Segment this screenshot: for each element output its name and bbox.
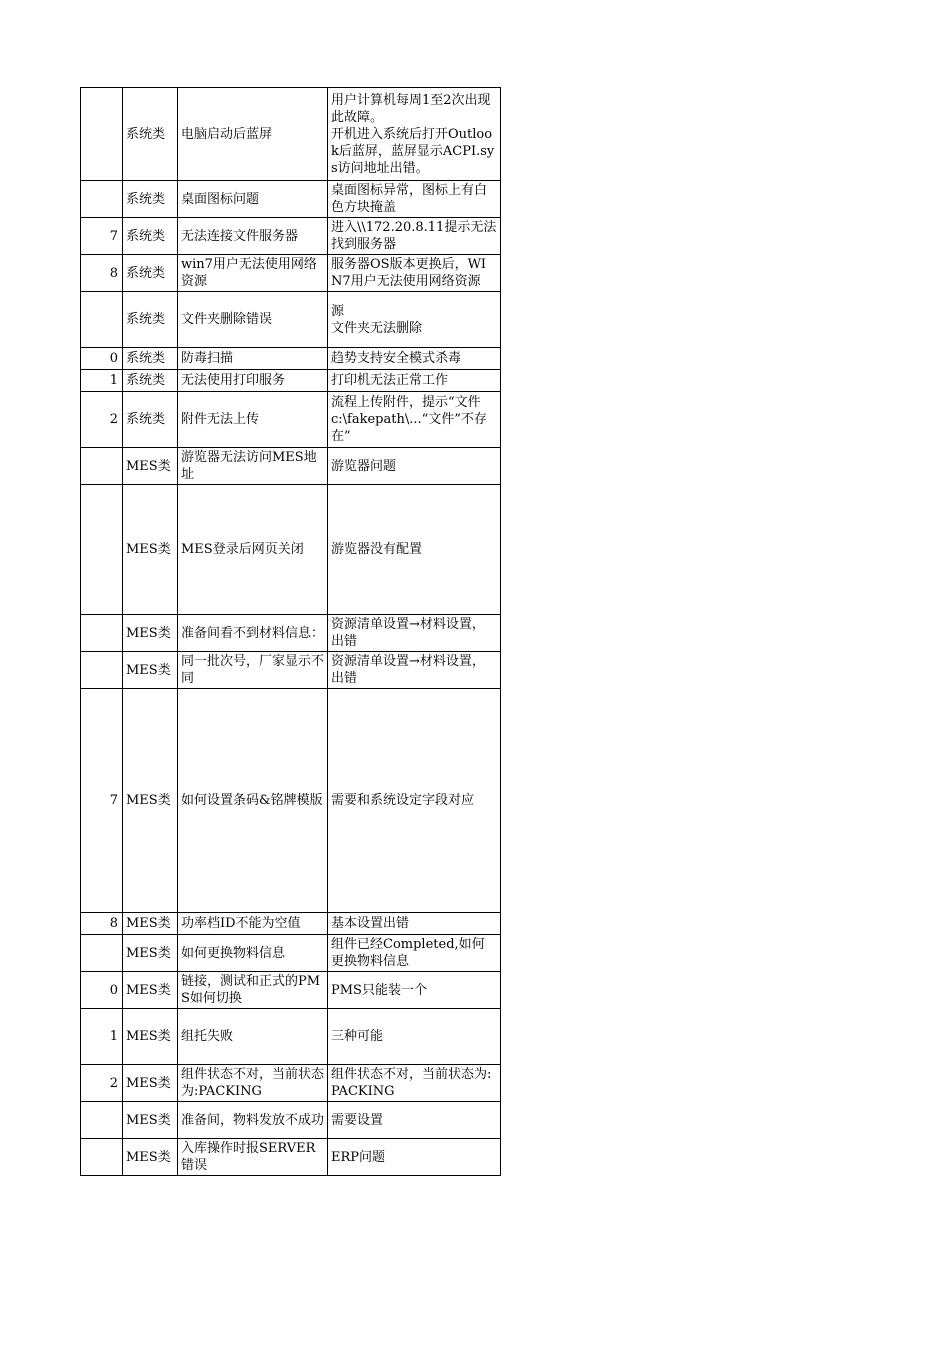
issue-description-cell[interactable]	[328, 255, 501, 292]
row-number-cell[interactable]	[81, 181, 123, 218]
row-number-cell-text: 2	[109, 1075, 118, 1091]
issue-description-cell[interactable]	[328, 652, 501, 689]
issue-title-cell[interactable]	[178, 348, 328, 370]
table-row	[81, 615, 501, 652]
category-cell-text: MES类	[126, 916, 171, 931]
issue-description-cell-text: 基本设置出错	[331, 916, 410, 931]
table-row	[81, 652, 501, 689]
table-row	[81, 689, 501, 913]
category-cell-text: MES类	[126, 945, 171, 961]
issue-title-cell[interactable]	[178, 652, 328, 689]
category-cell[interactable]	[123, 485, 178, 615]
category-cell-text: 系统类	[126, 228, 166, 244]
issue-title-cell[interactable]	[178, 689, 328, 913]
row-number-cell[interactable]	[81, 1139, 123, 1176]
category-cell-text: MES类	[126, 1112, 171, 1128]
category-cell-text: MES类	[126, 458, 171, 474]
category-cell[interactable]	[123, 392, 178, 448]
table-row	[81, 348, 501, 370]
issue-title-cell-text: 准备间，物料发放不成功	[181, 1112, 324, 1128]
issue-description-cell-text: 桌面图标异常，图标上有白色方块掩盖	[331, 183, 488, 215]
issue-description-cell-text: 用户计算机每周1至2次出现此故障。 开机进入系统后打开Outlook后蓝屏，蓝屏显示ACPI.sys访问地址出错。	[331, 92, 495, 176]
row-number-cell[interactable]	[81, 392, 123, 448]
table-row	[81, 485, 501, 615]
issue-description-cell-text: 源 文件夹无法删除	[331, 303, 423, 336]
table-row	[81, 255, 501, 292]
issue-description-cell[interactable]	[328, 972, 501, 1009]
issue-description-cell[interactable]	[328, 218, 501, 255]
row-number-cell[interactable]	[81, 652, 123, 689]
issue-title-cell-text: 文件夹删除错误	[181, 312, 273, 327]
category-cell[interactable]	[123, 913, 178, 935]
row-number-cell[interactable]	[81, 1102, 123, 1139]
issue-description-cell[interactable]	[328, 448, 501, 485]
category-cell[interactable]	[123, 1065, 178, 1102]
row-number-cell[interactable]	[81, 1065, 123, 1102]
issue-description-cell-text: 流程上传附件，提示“文件c:\fakepath\...“文件”不存在”	[331, 395, 487, 444]
row-number-cell-text: 7	[109, 228, 118, 244]
category-cell[interactable]	[123, 181, 178, 218]
table-row	[81, 448, 501, 485]
category-cell[interactable]	[123, 370, 178, 392]
row-number-cell-text: 1	[109, 373, 118, 388]
issue-description-cell-text: 组件已经Completed,如何更换物料信息	[331, 937, 485, 969]
issue-title-cell[interactable]	[178, 1139, 328, 1176]
issue-title-cell-text: 链接，测试和正式的PMS如何切换	[181, 974, 321, 1006]
category-cell-text: 系统类	[126, 351, 166, 366]
table-row	[81, 935, 501, 972]
row-number-cell[interactable]	[81, 292, 123, 348]
table-row	[81, 218, 501, 255]
category-cell-text: MES类	[126, 625, 171, 641]
issue-description-cell[interactable]	[328, 1102, 501, 1139]
table-row	[81, 1009, 501, 1065]
table-row	[81, 88, 501, 181]
category-cell[interactable]	[123, 615, 178, 652]
category-cell[interactable]	[123, 292, 178, 348]
issue-description-cell-text: 需要和系统设定字段对应	[331, 793, 475, 808]
issue-title-cell[interactable]	[178, 1009, 328, 1065]
category-cell[interactable]	[123, 1009, 178, 1065]
category-cell[interactable]	[123, 935, 178, 972]
category-cell-text: 系统类	[126, 312, 166, 327]
category-cell[interactable]	[123, 218, 178, 255]
issue-description-cell-text: PMS只能装一个	[331, 982, 427, 998]
row-number-cell[interactable]	[81, 1009, 123, 1065]
issue-title-cell-text: 准备间看不到材料信息：	[181, 625, 324, 641]
issue-title-cell-text: 同一批次号，厂家显示不同	[181, 654, 324, 686]
issue-description-cell-text: 趋势支持安全模式杀毒	[331, 351, 462, 366]
issue-title-cell[interactable]	[178, 88, 328, 181]
category-cell[interactable]	[123, 1139, 178, 1176]
table-row	[81, 1139, 501, 1176]
category-cell-text: 系统类	[126, 126, 166, 142]
table-row	[81, 370, 501, 392]
row-number-cell-text: 8	[109, 916, 118, 931]
issue-title-cell-text: 无法连接文件服务器	[181, 228, 299, 244]
table-row	[81, 972, 501, 1009]
issue-description-cell-text: 资源清单设置→材料设置，出错	[331, 617, 485, 649]
category-cell-text: MES类	[126, 982, 171, 998]
issue-description-cell-text: 服务器OS版本更换后，WIN7用户无法使用网络资源	[331, 257, 487, 289]
category-cell-text: MES类	[126, 1075, 171, 1091]
issue-description-cell[interactable]	[328, 689, 501, 913]
issue-description-cell-text: ERP问题	[331, 1149, 386, 1165]
table-row	[81, 1102, 501, 1139]
issue-title-cell-text: 电脑启动后蓝屏	[181, 126, 273, 142]
category-cell-text: MES类	[126, 1149, 171, 1165]
issue-title-cell-text: 组件状态不对，当前状态为:PACKING	[181, 1067, 324, 1099]
issue-description-cell[interactable]	[328, 1065, 501, 1102]
category-cell-text: 系统类	[126, 265, 166, 281]
row-number-cell[interactable]	[81, 689, 123, 913]
issue-title-cell[interactable]	[178, 485, 328, 615]
category-cell[interactable]	[123, 689, 178, 913]
issue-description-cell-text: 三种可能	[331, 1029, 384, 1044]
row-number-cell[interactable]	[81, 88, 123, 181]
category-cell-text: MES类	[126, 662, 171, 678]
category-cell-text: MES类	[126, 1029, 171, 1044]
category-cell[interactable]	[123, 652, 178, 689]
row-number-cell[interactable]	[81, 913, 123, 935]
issue-description-cell[interactable]	[328, 485, 501, 615]
issue-description-cell-text: 打印机无法正常工作	[331, 373, 449, 388]
issue-title-cell[interactable]	[178, 255, 328, 292]
row-number-cell-text: 1	[109, 1029, 118, 1044]
issue-title-cell-text: 无法使用打印服务	[181, 373, 286, 388]
issue-title-cell[interactable]	[178, 972, 328, 1009]
category-cell-text: 系统类	[126, 191, 166, 207]
row-number-cell[interactable]	[81, 615, 123, 652]
issue-description-cell-text: 进入\\172.20.8.11提示无法找到服务器	[331, 220, 497, 252]
issue-title-cell-text: 附件无法上传	[181, 412, 260, 427]
issue-description-cell-text: 资源清单设置→材料设置，出错	[331, 654, 485, 686]
issue-title-cell-text: 功率档ID不能为空值	[181, 916, 301, 931]
row-number-cell[interactable]	[81, 972, 123, 1009]
issue-title-cell[interactable]	[178, 448, 328, 485]
row-number-cell[interactable]	[81, 348, 123, 370]
issue-title-cell-text: 组托失败	[181, 1029, 234, 1044]
issue-title-cell[interactable]	[178, 392, 328, 448]
spreadsheet	[80, 87, 501, 1176]
issue-description-cell[interactable]	[328, 88, 501, 181]
category-cell[interactable]	[123, 448, 178, 485]
issue-title-cell[interactable]	[178, 218, 328, 255]
row-number-cell-text: 2	[109, 412, 118, 427]
row-number-cell-text: 0	[109, 982, 118, 998]
issue-title-cell-text: 入库操作时报SERVER错误	[181, 1141, 316, 1173]
category-cell-text: 系统类	[126, 373, 166, 388]
issue-title-cell[interactable]	[178, 1102, 328, 1139]
issue-title-cell-text: 如何更换物料信息	[181, 945, 286, 961]
issue-title-cell[interactable]	[178, 181, 328, 218]
issue-table	[80, 87, 501, 1176]
issue-title-cell-text: win7用户无法使用网络资源	[181, 257, 317, 289]
category-cell[interactable]	[123, 255, 178, 292]
table-row	[81, 392, 501, 448]
issue-title-cell-text: MES登录后网页关闭	[181, 542, 304, 557]
issue-title-cell[interactable]	[178, 370, 328, 392]
issue-description-cell[interactable]	[328, 1009, 501, 1065]
issue-description-cell-text: 游览器没有配置	[331, 542, 423, 557]
table-row	[81, 181, 501, 218]
issue-description-cell[interactable]	[328, 615, 501, 652]
issue-title-cell-text: 桌面图标问题	[181, 191, 260, 207]
issue-title-cell[interactable]	[178, 292, 328, 348]
category-cell-text: MES类	[126, 793, 171, 808]
row-number-cell-text: 8	[109, 265, 118, 281]
issue-description-cell-text: 需要设置	[331, 1112, 384, 1128]
issue-description-cell[interactable]	[328, 935, 501, 972]
issue-title-cell[interactable]	[178, 935, 328, 972]
issue-description-cell-text: 游览器问题	[331, 458, 397, 474]
category-cell[interactable]	[123, 348, 178, 370]
row-number-cell[interactable]	[81, 218, 123, 255]
issue-title-cell[interactable]	[178, 913, 328, 935]
issue-title-cell[interactable]	[178, 615, 328, 652]
issue-title-cell-text: 防毒扫描	[181, 351, 234, 366]
category-cell[interactable]	[123, 88, 178, 181]
issue-description-cell[interactable]	[328, 292, 501, 348]
row-number-cell[interactable]	[81, 485, 123, 615]
issue-description-cell[interactable]	[328, 348, 501, 370]
row-number-cell-text: 7	[109, 793, 118, 808]
category-cell[interactable]	[123, 972, 178, 1009]
category-cell[interactable]	[123, 1102, 178, 1139]
issue-description-cell[interactable]	[328, 181, 501, 218]
issue-title-cell-text: 如何设置条码&铭牌模版	[181, 793, 323, 808]
issue-title-cell[interactable]	[178, 1065, 328, 1102]
table-row	[81, 913, 501, 935]
issue-title-cell-text: 游览器无法访问MES地址	[181, 450, 317, 482]
row-number-cell[interactable]	[81, 935, 123, 972]
table-row	[81, 1065, 501, 1102]
category-cell-text: MES类	[126, 542, 171, 557]
row-number-cell-text: 0	[109, 351, 118, 366]
table-row	[81, 292, 501, 348]
issue-description-cell-text: 组件状态不对，当前状态为:PACKING	[331, 1067, 492, 1099]
row-number-cell[interactable]	[81, 448, 123, 485]
issue-description-cell[interactable]	[328, 1139, 501, 1176]
row-number-cell[interactable]	[81, 370, 123, 392]
issue-table-body	[81, 88, 501, 1176]
issue-description-cell[interactable]	[328, 913, 501, 935]
issue-description-cell[interactable]	[328, 370, 501, 392]
category-cell-text: 系统类	[126, 412, 166, 427]
row-number-cell[interactable]	[81, 255, 123, 292]
issue-description-cell[interactable]	[328, 392, 501, 448]
